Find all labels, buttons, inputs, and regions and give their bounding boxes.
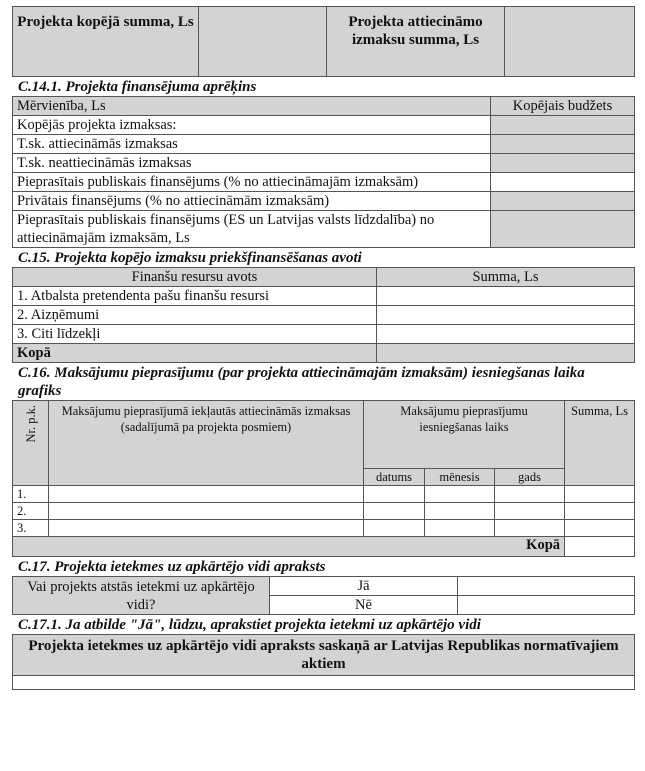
costs-header: Maksājumu pieprasījumā iekļautās attiecināmās izmaksas (sadalījumā pa projekta posmiem) (49, 401, 364, 486)
source-row-label: 2. Aizņēmumi (13, 306, 377, 325)
schedule-row-number: 1. (13, 486, 49, 503)
section-c15-title: C.15. Projekta kopējo izmaksu priekšfinansēšanas avoti (18, 250, 362, 266)
source-row-value[interactable] (377, 287, 635, 306)
sum-header: Summa, Ls (565, 401, 635, 486)
source-row-label: 3. Citi līdzekļi (13, 325, 377, 344)
schedule-row-year[interactable] (495, 503, 565, 520)
source-header: Finanšu resursu avots (13, 268, 377, 287)
financing-row-value[interactable] (491, 192, 635, 211)
schedule-total-label: Kopā (13, 537, 565, 557)
financing-row-value[interactable] (491, 116, 635, 135)
financing-row-value[interactable] (491, 211, 635, 248)
nr-header (13, 401, 49, 486)
schedule-row-month[interactable] (425, 486, 495, 503)
financing-row-label: Pieprasītais publiskais finansējums (ES un Latvijas valsts līdzdalība) no attiecināmajām izmaksām, Ls (13, 211, 491, 248)
form-page (12, 0, 635, 690)
answer-yes-label: Jā (270, 577, 458, 596)
budget-header: Kopējais budžets (491, 97, 635, 116)
schedule-row-sum[interactable] (565, 503, 635, 520)
unit-header: Mērvienība, Ls (13, 97, 491, 116)
sum-header: Summa, Ls (377, 268, 635, 287)
financing-row-value[interactable] (491, 154, 635, 173)
schedule-row-year[interactable] (495, 486, 565, 503)
financing-row-value[interactable] (491, 173, 635, 192)
schedule-row-costs[interactable] (49, 486, 364, 503)
schedule-row-number: 2. (13, 503, 49, 520)
schedule-row-costs[interactable] (49, 520, 364, 537)
answer-yes-checkbox[interactable] (458, 577, 635, 596)
impact-description-header: Projekta ietekmes uz apkārtējo vidi apraksts saskaņā ar Latvijas Republikas normatīvajiem aktiem (13, 635, 635, 676)
answer-no-label: Nē (270, 596, 458, 615)
date-subheader: datums (364, 469, 425, 486)
nr-header-text: Nr. p.k. (23, 405, 38, 443)
schedule-row-date[interactable] (364, 503, 425, 520)
financing-row-label: Kopējās projekta izmaksas: (13, 116, 491, 135)
schedule-row-year[interactable] (495, 520, 565, 537)
impact-description-table (12, 634, 635, 690)
prefinancing-table (12, 267, 635, 363)
schedule-row-date[interactable] (364, 486, 425, 503)
source-row-label: 1. Atbalsta pretendenta pašu finanšu resursi (13, 287, 377, 306)
answer-no-checkbox[interactable] (458, 596, 635, 615)
section-c17-title: C.17. Projekta ietekmes uz apkārtējo vidi apraksts (18, 559, 326, 575)
schedule-row-sum[interactable] (565, 520, 635, 537)
source-row-value[interactable] (377, 325, 635, 344)
month-subheader: mēnesis (425, 469, 495, 486)
environment-impact-table (12, 576, 635, 615)
time-header: Maksājumu pieprasījumu iesniegšanas laiks (364, 401, 565, 469)
schedule-row-date[interactable] (364, 520, 425, 537)
payment-schedule-table (12, 400, 635, 557)
schedule-row-costs[interactable] (49, 503, 364, 520)
schedule-row-month[interactable] (425, 503, 495, 520)
schedule-row-month[interactable] (425, 520, 495, 537)
prefinancing-total-value[interactable] (377, 344, 635, 363)
financing-row-label: Privātais finansējums (% no attiecināmām izmaksām) (13, 192, 491, 211)
total-sum-label: Projekta kopējā summa, Ls (13, 7, 199, 77)
impact-description-field[interactable] (13, 676, 635, 690)
section-c14-1-title: C.14.1. Projekta finansējuma aprēķins (18, 79, 257, 95)
impact-question: Vai projekts atstās ietekmi uz apkārtējo vidi? (13, 577, 270, 615)
schedule-row-number: 3. (13, 520, 49, 537)
section-c17-1-title: C.17.1. Ja atbilde "Jā", lūdzu, aprakstiet projekta ietekmi uz apkārtējo vidi (18, 617, 481, 633)
year-subheader: gads (495, 469, 565, 486)
eligible-sum-value[interactable] (505, 7, 635, 77)
financing-table (12, 96, 635, 248)
section-c16-title: C.16. Maksājumu pieprasījumu (par projekta attiecināmajām izmaksām) iesniegšanas laika grafiks (18, 365, 585, 399)
prefinancing-total-label: Kopā (13, 344, 377, 363)
financing-row-value[interactable] (491, 135, 635, 154)
source-row-value[interactable] (377, 306, 635, 325)
eligible-sum-label: Projekta attiecināmo izmaksu summa, Ls (327, 7, 505, 77)
financing-row-label: T.sk. attiecināmās izmaksas (13, 135, 491, 154)
financing-row-label: T.sk. neattiecināmās izmaksas (13, 154, 491, 173)
schedule-row-sum[interactable] (565, 486, 635, 503)
schedule-total-value[interactable] (565, 537, 635, 557)
financing-row-label: Pieprasītais publiskais finansējums (% no attiecināmajām izmaksām) (13, 173, 491, 192)
summary-table (12, 6, 635, 77)
total-sum-value[interactable] (199, 7, 327, 77)
